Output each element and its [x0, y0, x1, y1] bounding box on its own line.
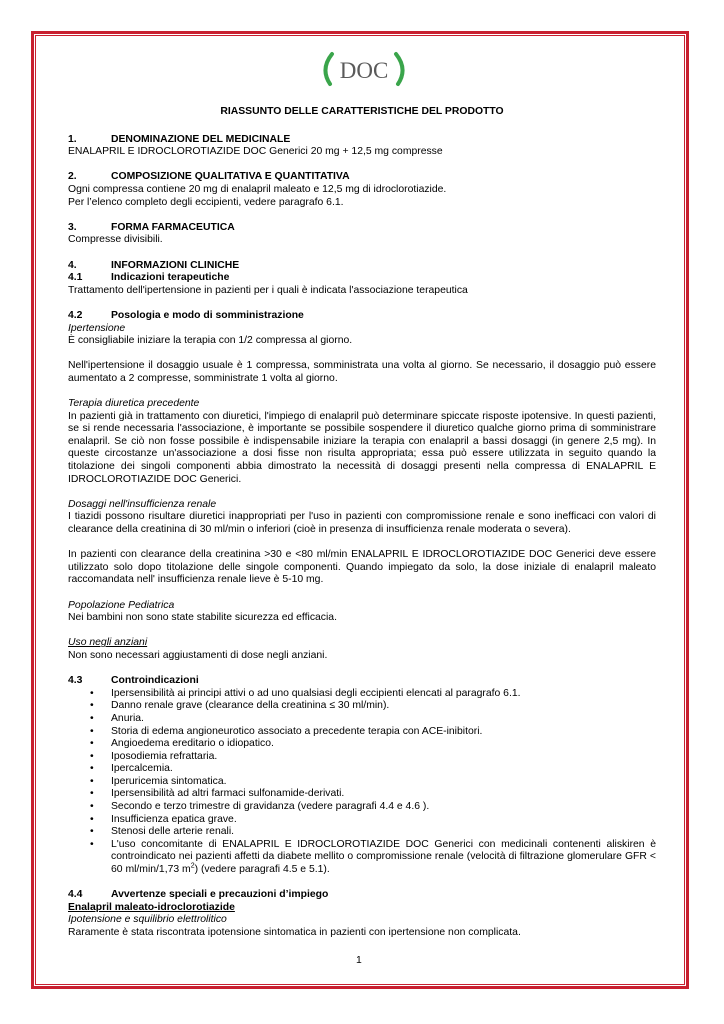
list-item-text: Ipercalcemia.	[111, 763, 173, 775]
section-title: Avvertenze speciali e precauzioni d’impiego	[111, 889, 329, 901]
section-4-4-heading	[68, 889, 656, 902]
list-item	[68, 713, 656, 726]
paragraph: In pazienti con clearance della creatinina >30 e <80 ml/min ENALAPRIL E IDROCLOROTIAZIDE DOC Generici deve essere utilizzato solo dopo titolazione delle singole componenti. Quando impiegato da solo, la dose iniziale di enalapril maleato raccomandata nell' insufficienza renale lieve è 5-10 mg.	[68, 549, 656, 586]
list-item	[68, 826, 656, 839]
paragraph: È consigliabile iniziare la terapia con 1/2 compressa al giorno.	[68, 335, 353, 347]
section-title: Indicazioni terapeutiche	[111, 272, 230, 284]
list-item	[68, 763, 656, 776]
list-item-text-part: ) (vedere paragrafi 4.5 e 5.1).	[194, 864, 330, 876]
list-item	[68, 788, 656, 801]
list-item-text: Ipersensibilità ad altri farmaci sulfonamide-derivati.	[111, 788, 345, 800]
bullet: •	[90, 687, 94, 699]
section-title: Controindicazioni	[111, 675, 199, 687]
page-number: 1	[356, 955, 362, 966]
list-item-text	[111, 839, 656, 877]
document-body	[68, 100, 656, 940]
subheading-enalapril: Enalapril maleato-idroclorotiazide	[68, 901, 235, 913]
list-item-text: Iperuricemia sintomatica.	[111, 775, 227, 787]
list-item-text: Insufficienza epatica grave.	[111, 813, 237, 825]
doc-logo	[318, 48, 410, 90]
section-title: INFORMAZIONI CLINICHE	[111, 259, 240, 271]
list-item-text: Storia di edema angioneurotico associato a precedente terapia con ACE-inibitori.	[111, 725, 483, 737]
bullet: •	[90, 712, 94, 724]
logo-text: DOC	[339, 58, 389, 83]
section-4-2-heading	[68, 310, 656, 323]
list-item	[68, 751, 656, 764]
bullet: •	[90, 750, 94, 762]
section-3-text: Compresse divisibili.	[68, 234, 163, 246]
bullet: •	[90, 763, 94, 775]
list-item	[68, 814, 656, 827]
section-4-3-heading	[68, 675, 656, 688]
section-2-heading	[68, 171, 656, 184]
list-item	[68, 776, 656, 789]
section-title: DENOMINAZIONE DEL MEDICINALE	[111, 133, 291, 145]
document-title: RIASSUNTO DELLE CARATTERISTICHE DEL PRODOTTO	[220, 106, 504, 117]
paragraph: Non sono necessari aggiustamenti di dose negli anziani.	[68, 649, 328, 661]
section-4-1-text: Trattamento dell'ipertensione in pazienti per i quali è indicata l'associazione terapeutica	[68, 284, 468, 296]
paragraph: In pazienti già in trattamento con diuretici, l'impiego di enalapril può determinare spiccate risposte ipotensive. In questi pazienti, se si rende necessaria l'associazione, è importante se possibile sospendere il diuretico qualche giorno prima di somministrare enalapril. Se ciò non fosse possibile è indispensabile iniziare la terapia con enalapril a bassi dosaggi (in genere 2,5 mg). In queste circostanze un'associazione a dosi fisse non risulta appropriata; essa può essere utilizzata in seguito quando la titolazione dei singoli componenti abbia dimostrato la necessità di dosaggi presenti nella compressa di ENALAPRIL E IDROCLOROTIAZIDE DOC Generici.	[68, 410, 656, 485]
section-title: COMPOSIZIONE QUALITATIVA E QUANTITATIVA	[111, 171, 350, 183]
section-1-text: ENALAPRIL E IDROCLOROTIAZIDE DOC Generici 20 mg + 12,5 mg compresse	[68, 146, 443, 158]
section-2-line-2: Per l’elenco completo degli eccipienti, vedere paragrafo 6.1.	[68, 196, 344, 208]
section-number: 4.3	[68, 675, 83, 687]
section-number: 1.	[68, 133, 77, 145]
section-number: 3.	[68, 221, 77, 233]
subheading-popolazione-pediatrica: Popolazione Pediatrica	[68, 599, 175, 611]
subheading-terapia-diuretica: Terapia diuretica precedente	[68, 398, 200, 410]
bullet: •	[90, 700, 94, 712]
subheading-uso-anziani: Uso negli anziani	[68, 637, 148, 649]
section-number: 2.	[68, 171, 77, 183]
list-item-text: Stenosi delle arterie renali.	[111, 826, 235, 838]
section-4-1-heading	[68, 272, 656, 285]
section-number: 4.4	[68, 889, 83, 901]
subheading-ipotensione: Ipotensione e squilibrio elettrolitico	[68, 914, 227, 926]
section-title: FORMA FARMACEUTICA	[111, 221, 235, 233]
section-4-heading	[68, 260, 656, 273]
section-number: 4.2	[68, 309, 83, 321]
section-2-line-1: Ogni compressa contiene 20 mg di enalapril maleato e 12,5 mg di idroclorotiazide.	[68, 183, 447, 195]
paragraph: Nell'ipertensione il dosaggio usuale è 1 compressa, somministrata una volta al giorno. Se necessario, il dosaggio può essere aumentato a 2 compresse, somministrate 1 volta al giorno.	[68, 360, 656, 384]
bullet: •	[90, 738, 94, 750]
bullet: •	[90, 826, 94, 838]
section-number: 4.1	[68, 272, 83, 284]
bullet: •	[90, 725, 94, 737]
list-item	[68, 839, 656, 877]
list-item-text: Angioedema ereditario o idiopatico.	[111, 738, 274, 750]
paragraph: Nei bambini non sono state stabilite sicurezza ed efficacia.	[68, 612, 337, 624]
list-item	[68, 726, 656, 739]
contraindications-list	[68, 688, 656, 877]
section-number: 4.	[68, 259, 77, 271]
list-item-text-part: L'uso concomitante di ENALAPRIL E IDROCLOROTIAZIDE DOC Generici con medicinali contenenti aliskiren è controindicato nei pazienti affetti da diabete mellito o compromissione renale (velocità di filtrazione glomerulare GFR < 60 ml/min/1,73 m	[111, 838, 656, 876]
bullet: •	[90, 838, 94, 850]
subheading-insufficienza-renale: Dosaggi nell'insufficienza renale	[68, 498, 217, 510]
superscript: 2	[190, 862, 195, 870]
list-item	[68, 801, 656, 814]
section-1-heading	[68, 134, 656, 147]
list-item-text: Ipersensibilità ai principi attivi o ad uno qualsiasi degli eccipienti elencati al paragrafo 6.1.	[111, 687, 521, 699]
list-item	[68, 700, 656, 713]
bullet: •	[90, 813, 94, 825]
paragraph: I tiazidi possono risultare diuretici inappropriati per l'uso in pazienti con compromissione renale e sono inefficaci con valori di clearance della creatinina di 30 ml/min o inferiori (cioè in presenza di insufficienza renale moderata o severa).	[68, 511, 656, 535]
list-item-text: Danno renale grave (clearance della creatinina ≤ 30 ml/min).	[111, 700, 390, 712]
section-3-heading	[68, 222, 656, 235]
section-title: Posologia e modo di somministrazione	[111, 309, 304, 321]
subheading-ipertensione: Ipertensione	[68, 322, 126, 334]
list-item-text: Anuria.	[111, 712, 144, 724]
bullet: •	[90, 801, 94, 813]
list-item-text: Iposodiemia refrattaria.	[111, 750, 218, 762]
list-item-text: Secondo e terzo trimestre di gravidanza (vedere paragrafi 4.4 e 4.6 ).	[111, 801, 430, 813]
list-item	[68, 738, 656, 751]
bullet: •	[90, 775, 94, 787]
list-item	[68, 688, 656, 701]
bullet: •	[90, 788, 94, 800]
paragraph: Raramente è stata riscontrata ipotensione sintomatica in pazienti con ipertensione non complicata.	[68, 927, 521, 938]
